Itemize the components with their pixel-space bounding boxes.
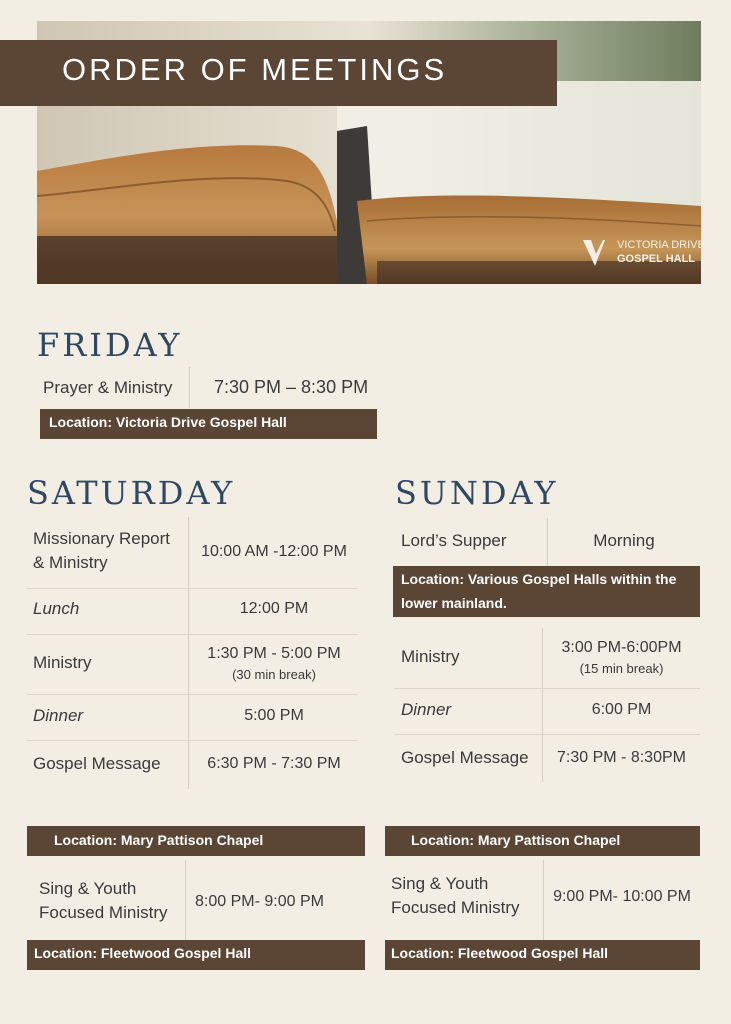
saturday-evening-time: 8:00 PM- 9:00 PM [195, 893, 324, 910]
saturday-event-4: Dinner [33, 706, 84, 725]
friday-event: Prayer & Ministry [43, 378, 173, 397]
day-heading-friday: FRIDAY [37, 326, 183, 364]
row-divider [27, 694, 358, 695]
saturday-time-3-note: (30 min break) [232, 667, 316, 682]
sunday-evening-time: 9:00 PM- 10:00 PM [553, 888, 691, 905]
sunday-time-1-note: (15 min break) [579, 661, 664, 676]
saturday-time-5: 6:30 PM - 7:30 PM [207, 755, 341, 772]
saturday-time-4: 5:00 PM [244, 707, 304, 724]
sunday-event-3: Gospel Message [401, 748, 529, 767]
saturday-location: Location: Mary Pattison Chapel [27, 826, 365, 856]
sunday-first-time: Morning [593, 531, 655, 550]
saturday-time-2: 12:00 PM [239, 600, 309, 617]
logo-v-icon [583, 240, 605, 266]
friday-time: 7:30 PM – 8:30 PM [214, 377, 369, 397]
logo-line-1: VICTORIA DRIVE [617, 239, 705, 251]
row-divider [27, 634, 358, 635]
friday-location: Location: Victoria Drive Gospel Hall [40, 409, 377, 439]
day-heading-sunday: SUNDAY [395, 474, 559, 512]
saturday-evening-location: Location: Fleetwood Gospel Hall [27, 940, 365, 970]
church-logo [583, 238, 705, 270]
column-divider [189, 367, 190, 408]
saturday-event-2: Lunch [33, 599, 80, 618]
sunday-event-1: Ministry [401, 647, 460, 666]
saturday-event-3: Ministry [33, 653, 92, 672]
row-divider [394, 734, 700, 735]
sunday-time-1-value: 3:00 PM-6:00PM [561, 639, 682, 656]
sunday-time-2: 6:00 PM [591, 701, 652, 718]
sunday-location: Location: Mary Pattison Chapel [385, 826, 700, 856]
saturday-time-1: 10:00 AM -12:00 PM [201, 543, 347, 560]
sunday-time-3: 7:30 PM - 8:30PM [557, 749, 686, 766]
saturday-event-5: Gospel Message [33, 754, 161, 773]
row-divider [394, 688, 700, 689]
logo-line-2: GOSPEL HALL [617, 253, 696, 265]
sunday-first-location: Location: Various Gospel Halls within the lower mainland. [393, 566, 700, 617]
page-title: ORDER OF MEETINGS [62, 52, 448, 87]
saturday-event-1: Missionary Report & Ministry [33, 529, 170, 572]
row-divider [27, 588, 358, 589]
sunday-first-event: Lord’s Supper [401, 531, 507, 550]
sunday-event-2: Dinner [401, 700, 452, 719]
day-heading-saturday: SATURDAY [27, 474, 236, 512]
saturday-evening-event: Sing & Youth Focused Ministry [39, 879, 168, 922]
sunday-evening-location: Location: Fleetwood Gospel Hall [385, 940, 700, 970]
saturday-time-3 [189, 642, 359, 684]
sunday-time-1 [543, 636, 700, 678]
saturday-time-3-value: 1:30 PM - 5:00 PM [207, 645, 341, 662]
row-divider [27, 740, 358, 741]
sunday-evening-event: Sing & Youth Focused Ministry [391, 874, 520, 917]
